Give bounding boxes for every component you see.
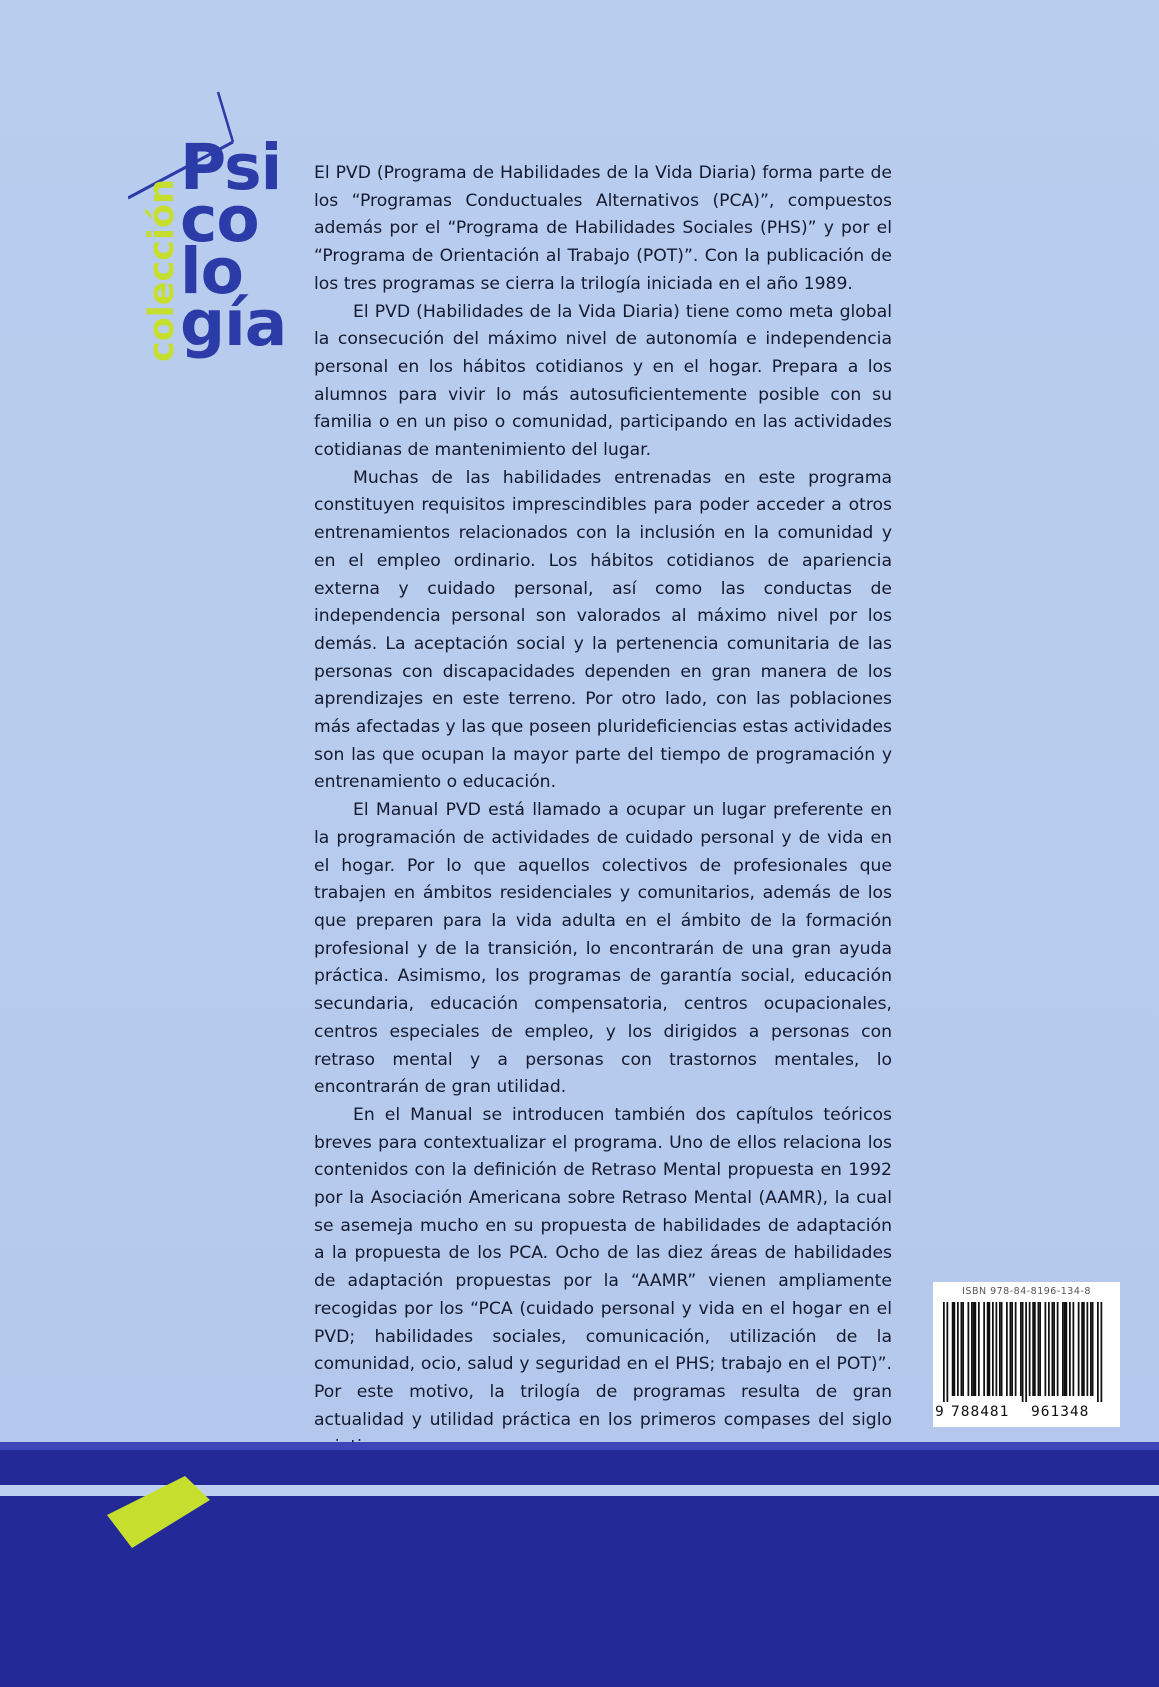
barcode-bar xyxy=(1087,1302,1089,1396)
barcode-bar xyxy=(961,1302,963,1396)
barcode-bar xyxy=(983,1302,985,1396)
isbn-label: ISBN 978-84-8196-134-8 xyxy=(962,1286,1091,1297)
barcode-bar xyxy=(1022,1302,1024,1402)
barcode-bar xyxy=(952,1302,954,1396)
barcode-bar xyxy=(1006,1302,1008,1396)
back-cover-text xyxy=(314,160,892,1462)
barcode-bar xyxy=(1097,1302,1099,1402)
barcode-bar xyxy=(962,1302,964,1396)
barcode-bar xyxy=(1038,1302,1040,1396)
barcode-bar xyxy=(1039,1302,1041,1396)
paragraph: El Manual PVD está llamado a ocupar un lugar preferente en la programación de actividades de cuidado personal y de vida en el hogar. Por lo que aquellos colectivos de profesionales que trabajen en ámbitos residenciales y comunitarios, además de los que preparen para la vida adulta en el ámbito de la formación profesional y de la transición, lo encontrarán de una gran ayuda práctica. Asimismo, los programas de garantía social, educación secundaria, educación compensatoria, centros ocupacionales, centros especiales de empleo, y los dirigidos a personas con retraso mental y a personas con trastornos mentales, lo encontrarán de gran utilidad. xyxy=(314,800,892,1098)
barcode-bar xyxy=(978,1302,980,1396)
barcode-bar xyxy=(947,1302,949,1402)
logo-syllable: Psi xyxy=(180,131,282,204)
barcode-bar xyxy=(1025,1302,1027,1402)
barcode-bar xyxy=(1062,1302,1064,1396)
barcode-bar xyxy=(957,1302,959,1396)
barcode-bar xyxy=(989,1302,991,1396)
logo-word xyxy=(180,131,287,360)
logo-syllable: lo xyxy=(180,235,243,308)
barcode-bar xyxy=(1064,1302,1066,1396)
barcode-bar xyxy=(1052,1302,1054,1396)
collection-logo xyxy=(128,90,298,380)
barcode-bar xyxy=(1034,1302,1036,1396)
barcode-bar xyxy=(1057,1302,1059,1396)
barcode-bar xyxy=(1029,1302,1031,1396)
barcode-bar xyxy=(975,1302,977,1396)
barcode-bar xyxy=(1078,1302,1080,1396)
barcode-bar xyxy=(954,1302,956,1396)
barcode-bar xyxy=(1045,1302,1047,1396)
isbn-barcode xyxy=(933,1282,1120,1427)
barcode-bar xyxy=(1015,1302,1017,1396)
barcode-bar xyxy=(1053,1302,1055,1396)
band-top-line xyxy=(0,1442,1159,1450)
barcode-bar xyxy=(996,1302,998,1396)
barcode-digits-right: 961348 xyxy=(1031,1404,1090,1420)
barcode-bar xyxy=(992,1302,994,1396)
logo-vertical-word: colección xyxy=(142,179,182,362)
paragraph: El PVD (Programa de Habilidades de la Vida Diaria) forma parte de los “Programas Conductuales Alternativos (PCA)”, compuestos además por el “Programa de Habilidades Sociales (PHS)” y por el “Programa de Orientación al Trabajo (POT)”. Con la publicación de los tres programas se cierra la trilogía iniciada en el año 1989. xyxy=(314,163,892,294)
paragraph: El PVD (Habilidades de la Vida Diaria) tiene como meta global la consecución del máximo nivel de autonomía e independencia personal en los hábitos cotidianos y en el hogar. Prepara a los alumnos para vivir lo más autosuficientemente posible con su familia o en un piso o comunidad, participando en las actividades cotidianas de mantenimiento del lugar. xyxy=(314,301,892,461)
barcode-digits-left: 788481 xyxy=(951,1404,1010,1420)
barcode-bar xyxy=(1069,1302,1071,1396)
barcode-bar xyxy=(971,1302,973,1396)
barcode-bar xyxy=(1001,1302,1003,1396)
barcode-bar xyxy=(1090,1302,1092,1396)
barcode-bar xyxy=(973,1302,975,1396)
barcode-bar xyxy=(943,1302,945,1402)
barcode-bar xyxy=(1020,1302,1022,1396)
paragraph: En el Manual se introducen también dos capítulos teóricos breves para contextualizar el programa. Uno de ellos relaciona los contenidos con la definición de Retraso Mental propuesta en 1992 por la Asociación Americana sobre Retraso Mental (AAMR), la cual se asemeja mucho en su propuesta de habilidades de adaptación a la propuesta de los PCA. Ocho de las diez áreas de habilidades de adaptación propuestas por la “AAMR” vienen ampliamente recogidas por los “PCA (cuidado personal y vida en el hogar en el PVD; habilidades sociales, comunicación, utilización de la comunidad, ocio, salud y seguridad en el PHS; trabajo en el POT)”. Por este motivo, la trilogía de programas resulta de gran actualidad y utilidad práctica en los primeros compases del siglo xyxy=(314,1104,892,1430)
paragraph: Muchas de las habilidades entrenadas en este programa constituyen requisitos imprescindibles para poder acceder a otros entrenamientos relacionados con la inclusión en la comunidad y en el empleo ordinario. Los hábitos cotidianos de apariencia externa y cuidado personal, así como las conductas de independencia personal son valorados al máximo nivel por los demás. La aceptación social y la pertenencia comunitaria de las personas con discapacidades dependen en gran manera de los aprendizajes en este terreno. Por otro lado, con las poblaciones más afectadas y las que poseen plurideficiencias estas actividades son las que ocupan la mayor parte del tiempo de programación y entrenamiento o educación. xyxy=(314,467,892,793)
barcode-bar xyxy=(1066,1302,1068,1396)
barcode-bar xyxy=(1081,1302,1083,1396)
barcode-bar xyxy=(987,1302,989,1396)
logo-syllable: gía xyxy=(180,287,287,360)
bottom-band xyxy=(0,1442,1159,1687)
barcode-bars-icon xyxy=(943,1302,1113,1402)
barcode-bar xyxy=(999,1302,1001,1396)
barcode-bar xyxy=(1010,1302,1012,1396)
barcode-bar xyxy=(1092,1302,1094,1396)
barcode-bar xyxy=(1032,1302,1034,1396)
band-light-stripe xyxy=(0,1485,1159,1496)
logo-syllable: co xyxy=(180,183,259,256)
barcode-digit-first: 9 xyxy=(935,1404,945,1420)
barcode-bar xyxy=(1083,1302,1085,1396)
barcode-bar xyxy=(1101,1302,1103,1402)
barcode-bar xyxy=(1048,1302,1050,1396)
barcode-bar xyxy=(1073,1302,1075,1396)
barcode-bar xyxy=(968,1302,970,1396)
barcode-bar xyxy=(1011,1302,1013,1396)
